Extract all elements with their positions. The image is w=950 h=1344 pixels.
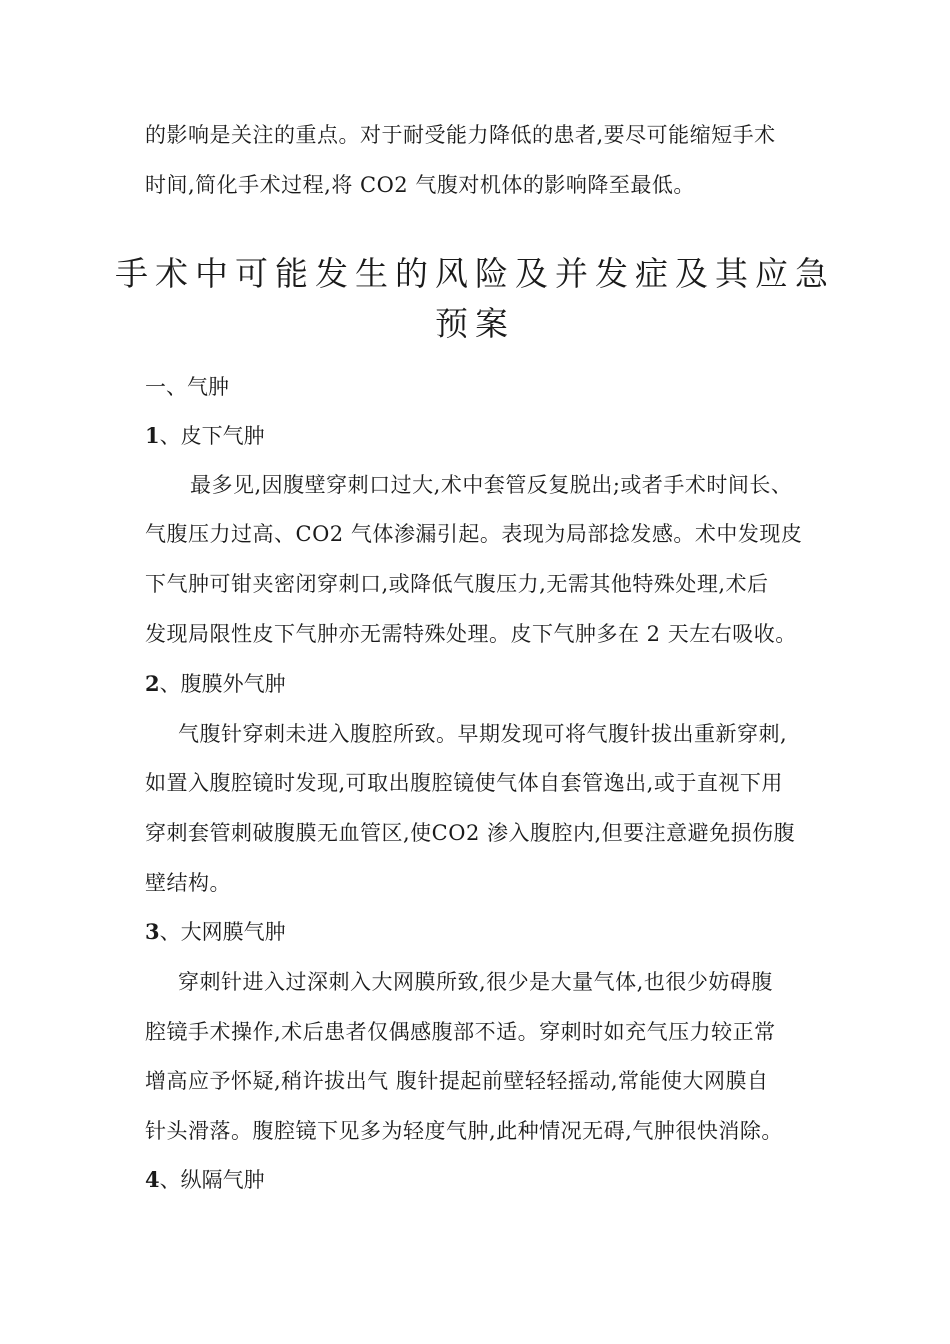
item-label-3: 、大网膜气肿: [159, 920, 286, 944]
item-number-3: 3: [145, 919, 160, 944]
item-label-1: 、皮下气肿: [159, 424, 265, 448]
item-heading-1: [145, 421, 265, 451]
item3-line-1: 穿刺针进入过深刺入大网膜所致,很少是大量气体,也很少妨碍腹: [178, 970, 773, 994]
item-heading-3: [145, 917, 286, 947]
item1-line-2: 气腹压力过高、CO2 气体渗漏引起。表现为局部捻发感。术中发现皮: [145, 522, 803, 546]
item2-line-3: 穿刺套管刺破腹膜无血管区,使CO2 渗入腹腔内,但要注意避免损伤腹: [145, 821, 796, 845]
section-heading-emphysema: 一、气肿: [145, 375, 229, 399]
item-number-2: 2: [145, 671, 160, 696]
item-number-4: 4: [145, 1167, 160, 1192]
item-number-1: 1: [145, 423, 160, 448]
item2-line-4: 壁结构。: [145, 871, 231, 895]
item2-line-2: 如置入腹腔镜时发现,可取出腹腔镜使气体自套管逸出,或于直视下用: [145, 771, 783, 795]
item3-line-3: 增高应予怀疑,稍许拔出气 腹针提起前壁轻轻摇动,常能使大网膜自: [145, 1069, 769, 1093]
section-title-line-2: 预案: [435, 304, 515, 343]
item3-line-2: 腔镜手术操作,术后患者仅偶感腹部不适。穿刺时如充气压力较正常: [145, 1020, 776, 1044]
item-heading-4: [145, 1165, 265, 1195]
item1-line-3: 下气肿可钳夹密闭穿刺口,或降低气腹压力,无需其他特殊处理,术后: [145, 572, 769, 596]
item-heading-2: [145, 669, 286, 699]
section-title-line-1: 手术中可能发生的风险及并发症及其应急: [115, 254, 835, 293]
item1-line-4: 发现局限性皮下气肿亦无需特殊处理。皮下气肿多在 2 天左右吸收。: [145, 622, 797, 646]
item-label-2: 、腹膜外气肿: [159, 672, 286, 696]
item1-line-1: 最多见,因腹壁穿刺口过大,术中套管反复脱出;或者手术时间长、: [190, 473, 793, 497]
item-label-4: 、纵隔气肿: [159, 1168, 265, 1192]
intro-line-2: 时间,简化手术过程,将 CO2 气腹对机体的影响降至最低。: [145, 173, 695, 197]
item2-line-1: 气腹针穿刺未进入腹腔所致。早期发现可将气腹针拔出重新穿刺,: [178, 722, 788, 746]
item3-line-4: 针头滑落。腹腔镜下见多为轻度气肿,此种情况无碍,气肿很快消除。: [145, 1119, 783, 1143]
intro-line-1: 的影响是关注的重点。对于耐受能力降低的患者,要尽可能缩短手术: [145, 123, 776, 147]
